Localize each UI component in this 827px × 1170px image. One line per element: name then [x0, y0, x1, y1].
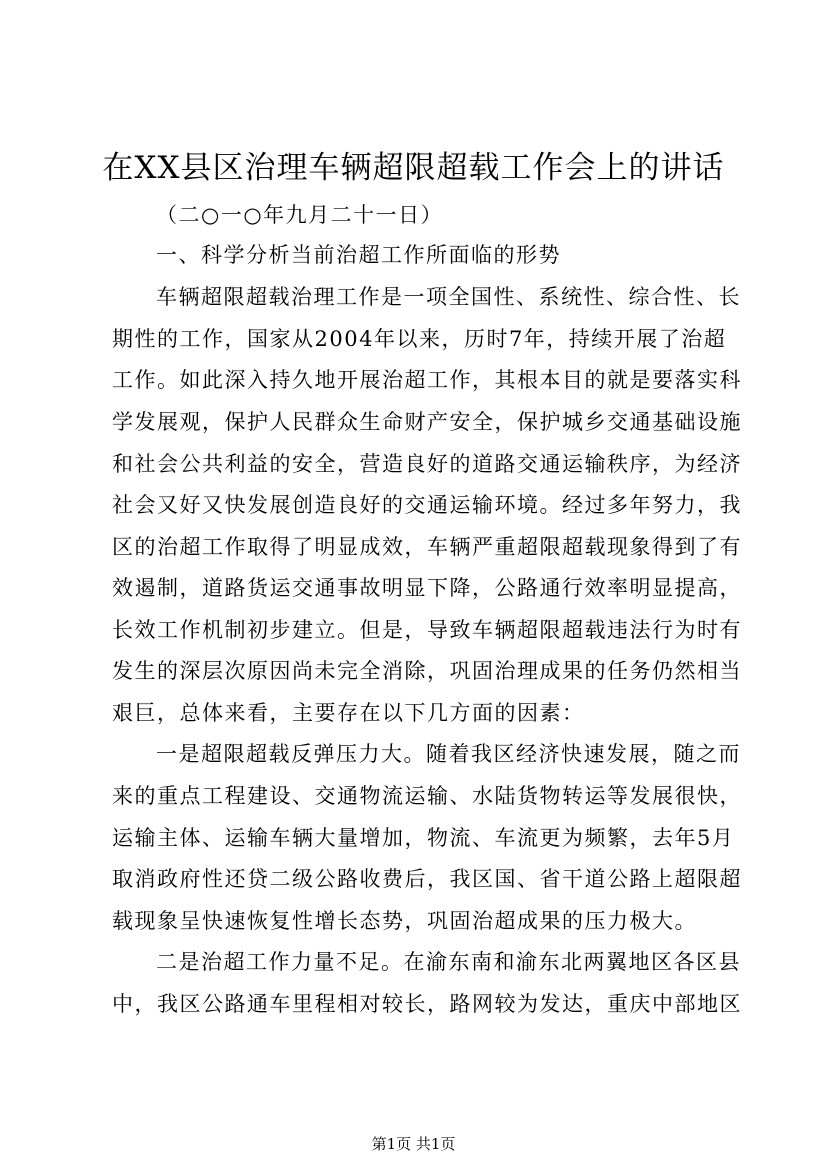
paragraph-line: 运输主体、运输车辆大量增加，物流、车流更为频繁，去年5月	[112, 826, 735, 850]
paragraph-line: 载现象呈快速恢复性增长态势，巩固治超成果的压力极大。	[112, 909, 697, 933]
paragraph-line: 中，我区公路通车里程相对较长，路网较为发达，重庆中部地区	[112, 992, 742, 1016]
paragraph-line: 艰巨，总体来看，主要存在以下几方面的因素：	[112, 701, 585, 725]
paragraph-line: 学发展观，保护人民群众生命财产安全，保护城乡交通基础设施	[112, 410, 742, 434]
paragraph-line: 区的治超工作取得了明显成效，车辆严重超限超载现象得到了有	[112, 535, 742, 559]
paragraph-line: 效遏制，道路货运交通事故明显下降，公路通行效率明显提高，	[112, 576, 742, 600]
date-line: （二○一○年九月二十一日）	[156, 203, 444, 227]
paragraph-line: 来的重点工程建设、交通物流运输、水陆货物转运等发展很快，	[112, 784, 742, 808]
paragraph-line: 工作。如此深入持久地开展治超工作，其根本目的就是要落实科	[112, 368, 742, 392]
paragraph-line: 发生的深层次原因尚未完全消除，巩固治理成果的任务仍然相当	[112, 659, 742, 683]
paragraph-line: 一是超限超载反弹压力大。随着我区经济快速发展，随之而	[156, 742, 741, 766]
paragraph-line: 和社会公共利益的安全，营造良好的道路交通运输秩序，为经济	[112, 452, 742, 476]
paragraph-line: 取消政府性还贷二级公路收费后，我区国、省干道公路上超限超	[112, 867, 742, 891]
paragraph-line: 社会又好又快发展创造良好的交通运输环境。经过多年努力，我	[112, 493, 742, 517]
paragraph-line: 二是治超工作力量不足。在渝东南和渝东北两翼地区各区县	[156, 950, 741, 974]
document-title: 在XX县区治理车辆超限超载工作会上的讲话	[102, 150, 725, 186]
page-footer: 第1页 共1页	[371, 1135, 456, 1153]
paragraph-line: 车辆超限超载治理工作是一项全国性、系统性、综合性、长	[156, 285, 741, 309]
paragraph-line: 期性的工作，国家从2004年以来，历时7年，持续开展了治超	[112, 327, 727, 351]
section-heading: 一、科学分析当前治超工作所面临的形势	[156, 243, 561, 267]
paragraph-line: 长效工作机制初步建立。但是，导致车辆超限超载违法行为时有	[112, 618, 742, 642]
